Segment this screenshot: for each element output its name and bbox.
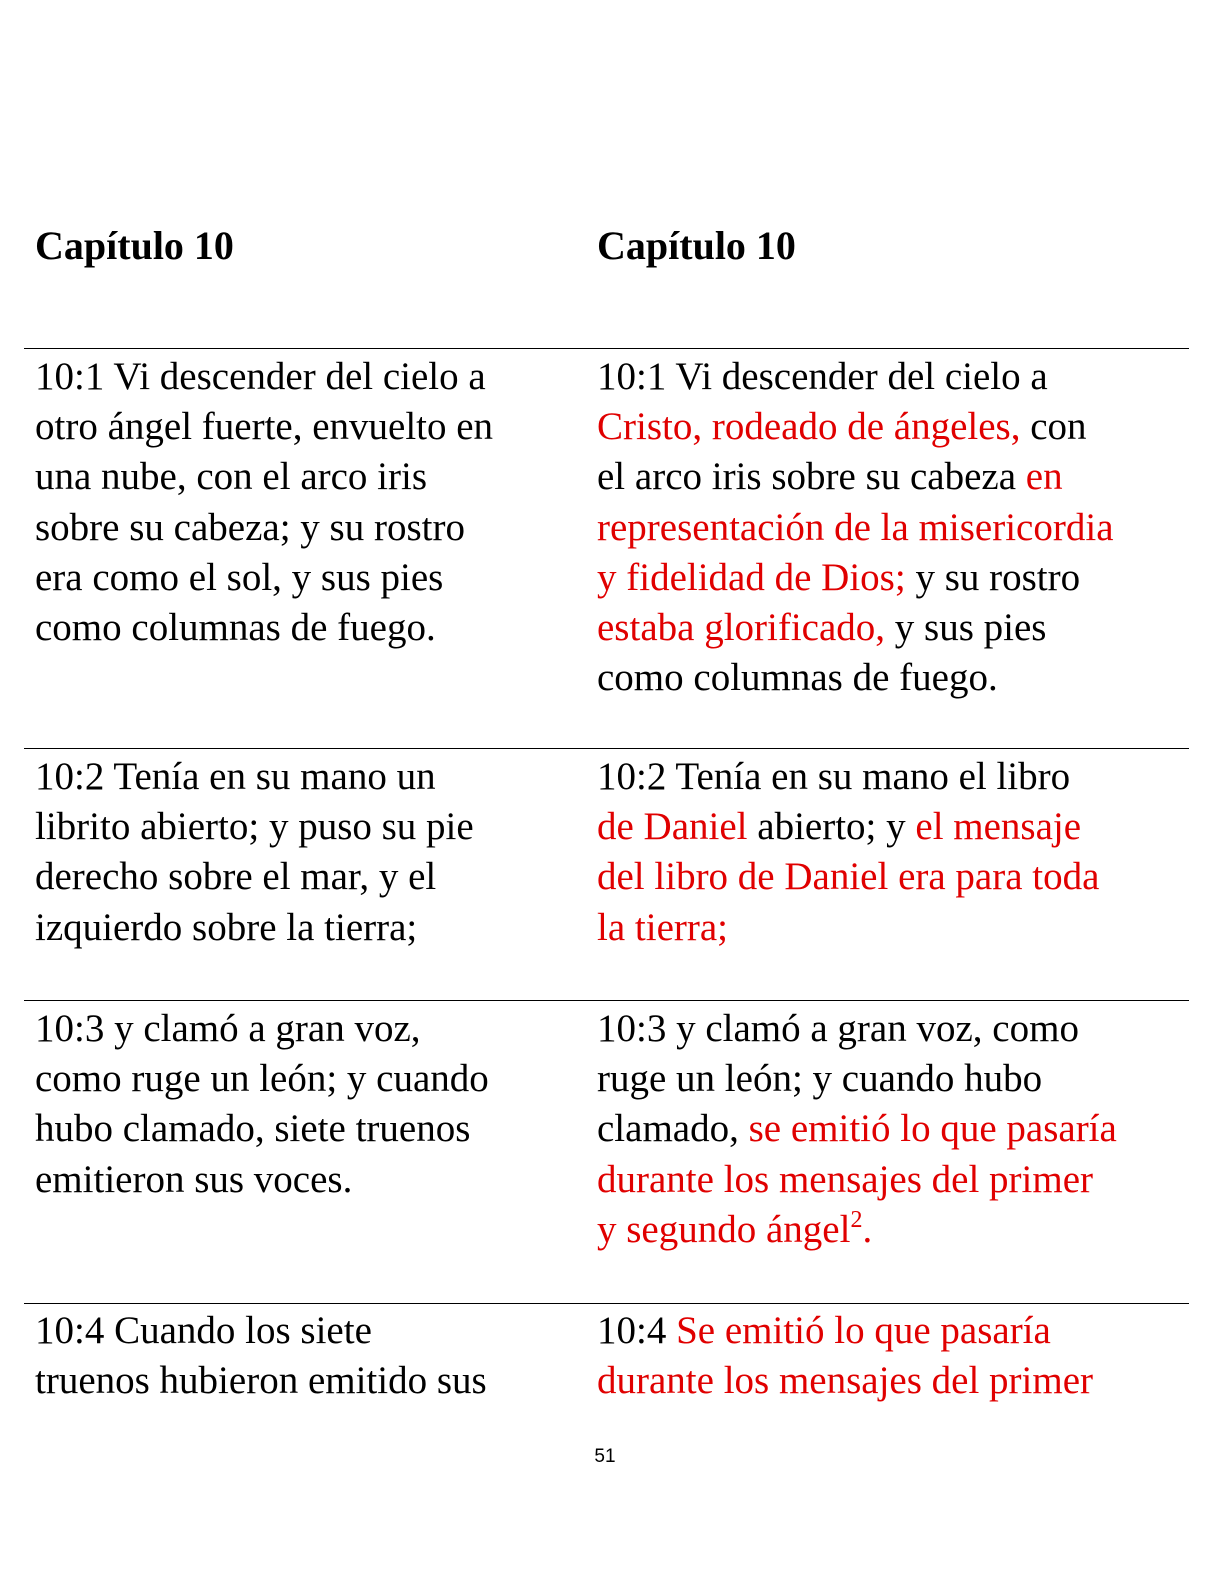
text-line xyxy=(597,1054,1117,1104)
highlighted-text: la tierra; xyxy=(597,905,728,949)
text-run: y su rostro xyxy=(905,555,1081,599)
text-line xyxy=(597,852,1099,902)
verse-10-4-original xyxy=(35,1306,487,1406)
highlighted-text: del libro de Daniel era para toda xyxy=(597,855,1100,899)
text-run: y sus pies xyxy=(885,606,1047,650)
page-number: 51 xyxy=(594,1446,616,1467)
highlighted-text: Se emitió lo que pasaría xyxy=(676,1309,1051,1352)
highlighted-text: . xyxy=(862,1207,873,1251)
row-divider xyxy=(24,1000,1189,1001)
row-divider xyxy=(24,748,1189,749)
text-line: era como el sol, y sus pies xyxy=(35,555,444,599)
text-line: otro ángel fuerte, envuelto en xyxy=(35,405,494,449)
highlighted-text: estaba glorificado, xyxy=(597,606,886,650)
highlighted-text: durante los mensajes del primer xyxy=(597,1157,1094,1201)
text-line: 10:4 Cuando los siete xyxy=(35,1309,372,1352)
text-run: abierto; y xyxy=(747,805,916,849)
text-run: ruge un león; y cuando hubo xyxy=(597,1057,1043,1101)
text-line: como ruge un león; y cuando xyxy=(35,1057,489,1101)
text-run: clamado, xyxy=(597,1107,749,1151)
text-line xyxy=(597,1205,1117,1255)
text-line: como columnas de fuego. xyxy=(35,606,436,650)
text-line xyxy=(597,1155,1117,1205)
highlighted-text: en xyxy=(1025,455,1063,499)
text-run: 10:2 Tenía en su mano el libro xyxy=(597,755,1071,798)
text-line: 10:1 Vi descender del cielo a xyxy=(35,355,486,398)
chapter-heading-right: Capítulo 10 xyxy=(597,223,796,268)
verse-10-1-interpretation xyxy=(597,352,1114,703)
text-line xyxy=(597,903,1099,953)
footnote-reference: 2 xyxy=(850,1206,863,1233)
highlighted-text: el mensaje xyxy=(915,805,1082,849)
text-line: truenos hubieron emitido sus xyxy=(35,1359,487,1403)
text-line: izquierdo sobre la tierra; xyxy=(35,905,418,949)
text-line: sobre su cabeza; y su rostro xyxy=(35,505,465,549)
text-run: 10:3 y clamó a gran voz, como xyxy=(597,1007,1079,1050)
highlighted-text: y fidelidad de Dios; xyxy=(597,555,906,599)
text-line xyxy=(597,1104,1117,1154)
row-divider xyxy=(24,348,1189,349)
text-line: derecho sobre el mar, y el xyxy=(35,855,437,899)
text-run: el arco iris sobre su cabeza xyxy=(597,455,1026,499)
text-line xyxy=(597,503,1114,553)
highlighted-text: representación de la misericordia xyxy=(597,505,1114,549)
text-line xyxy=(597,553,1114,603)
text-line xyxy=(597,452,1114,502)
row-divider xyxy=(24,1303,1189,1304)
verse-10-3-interpretation xyxy=(597,1004,1117,1255)
text-line xyxy=(597,752,1099,802)
highlighted-text: Cristo, rodeado de ángeles, xyxy=(597,405,1021,449)
verse-10-2-interpretation xyxy=(597,752,1099,953)
text-line xyxy=(597,352,1114,402)
verse-10-1-original xyxy=(35,352,493,653)
verse-10-3-original xyxy=(35,1004,489,1205)
text-line xyxy=(597,402,1114,452)
text-line xyxy=(597,1356,1093,1406)
highlighted-text: durante los mensajes del primer xyxy=(597,1359,1094,1403)
highlighted-text: se emitió lo que pasaría xyxy=(748,1107,1117,1151)
text-run: 10:4 xyxy=(597,1309,677,1352)
text-line xyxy=(597,1306,1093,1356)
text-line: hubo clamado, siete truenos xyxy=(35,1107,471,1151)
text-line xyxy=(597,603,1114,653)
verse-10-4-interpretation xyxy=(597,1306,1093,1406)
text-line: una nube, con el arco iris xyxy=(35,455,428,499)
text-line: 10:3 y clamó a gran voz, xyxy=(35,1007,421,1050)
text-line xyxy=(597,653,1114,703)
text-line xyxy=(597,1004,1117,1054)
text-run: como columnas de fuego. xyxy=(597,656,998,700)
highlighted-text: y segundo ángel xyxy=(597,1207,851,1251)
text-run: con xyxy=(1020,405,1087,449)
text-line: librito abierto; y puso su pie xyxy=(35,805,474,849)
chapter-heading-left: Capítulo 10 xyxy=(35,223,234,268)
text-line: 10:2 Tenía en su mano un xyxy=(35,755,436,798)
text-run: 10:1 Vi descender del cielo a xyxy=(597,355,1048,398)
text-line xyxy=(597,802,1099,852)
text-line: emitieron sus voces. xyxy=(35,1157,353,1201)
verse-10-2-original xyxy=(35,752,474,953)
highlighted-text: de Daniel xyxy=(597,805,748,849)
